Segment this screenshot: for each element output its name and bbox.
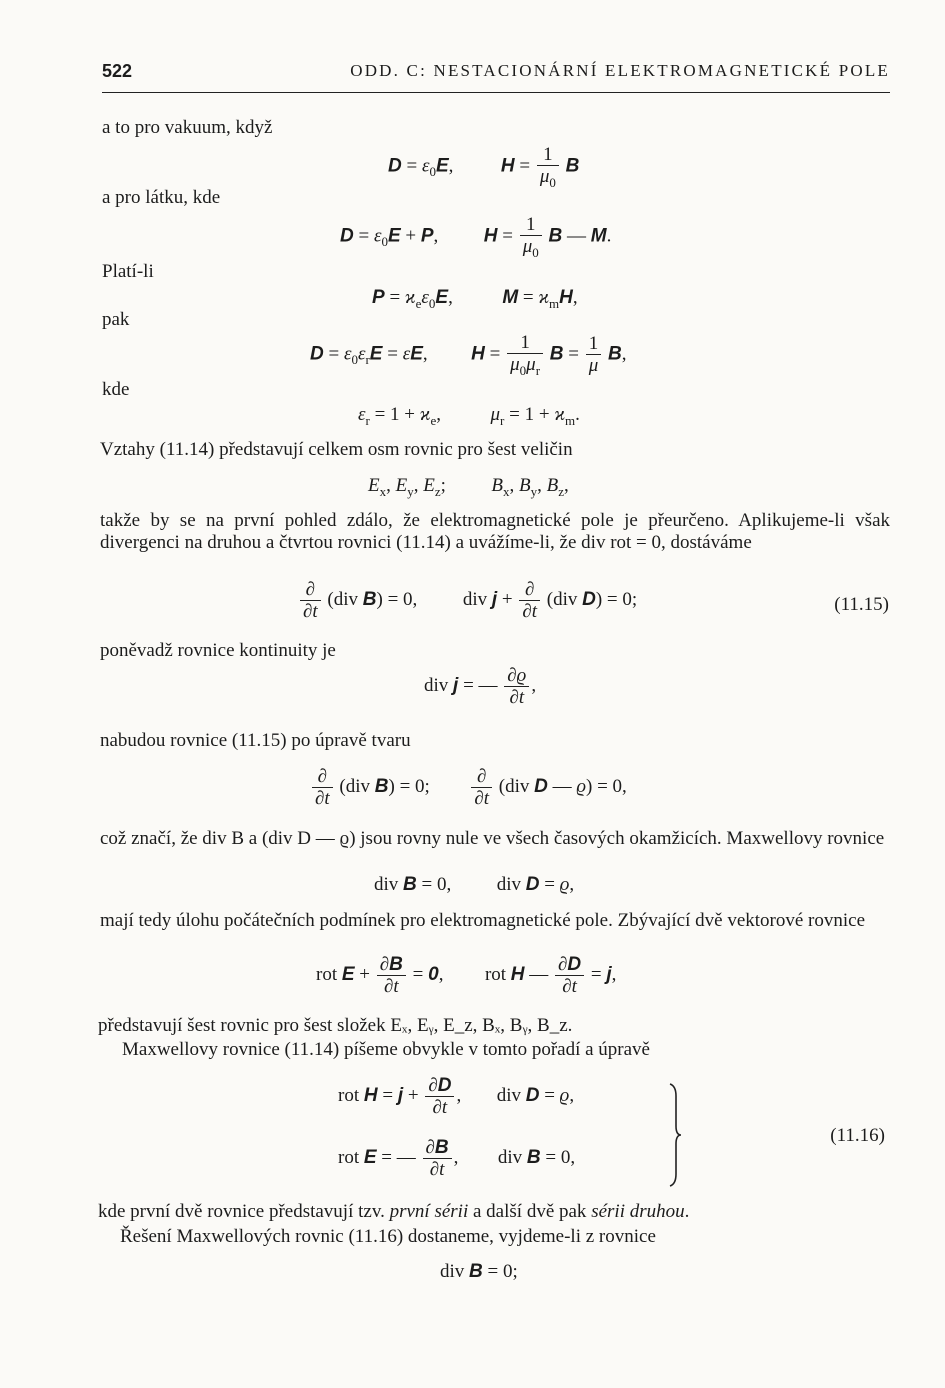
equation-vacuum: $D = \varepsilon_0E$, H = $\frac{1}{\mu_0}$ B <box>388 144 580 190</box>
equation-first-series: rot H = j + $\frac{\partial D}{\partial t}$ , div D = ϱ, <box>338 1075 575 1118</box>
page-number: 522 <box>102 61 133 81</box>
equation-components: $E_x$, $E_y$, $E_z$; $B_x$, $B_y$, $B_z$, <box>368 475 569 499</box>
page-header <box>102 62 890 93</box>
text-predstavuji: představují šest rovnic pro šest složek Eₓ, Eᵧ, E_z, Bₓ, Bᵧ, B_z. <box>98 1015 573 1036</box>
equation-div-conditions: div B = 0, div D = ϱ, <box>374 874 575 895</box>
text-kde-prvni: kde první dvě rovnice představují tzv. první sérii a další dvě pak sérii druhou. <box>98 1201 690 1222</box>
paragraph-maji: mají tedy úlohu počátečních podmínek pro elektromagnetické pole. Zbývající dvě vektorové rovnice <box>100 910 866 931</box>
text-maxwellovy: Maxwellovy rovnice (11.14) píšeme obvykle v tomto pořadí a úpravě <box>122 1039 650 1060</box>
text-nabudou: nabudou rovnice (11.15) po úpravě tvaru <box>100 730 411 751</box>
paragraph-takze: takže by se na první pohled zdálo, že elektromagnetické pole je přeurčeno. Aplikujeme-li však divergenci na druhou a čtvrtou rovnici (11.14) a uvážíme-li, že div rot = 0, dostáváme <box>100 510 890 553</box>
text-reseni: Řešení Maxwellových rovnic (11.16) dostaneme, vyjdeme-li z rovnice <box>120 1226 656 1247</box>
equation-second-series: rot E = — $\frac{\partial B}{\partial t}$ , div B = 0, <box>338 1137 576 1180</box>
running-title: ODD. C: NESTACIONÁRNÍ ELEKTROMAGNETICKÉ POLE <box>350 61 890 80</box>
equation-number-1115: (11.15) <box>834 594 889 615</box>
text-ponevadz: poněvadž rovnice kontinuity je <box>100 640 336 661</box>
paragraph-coz: což značí, že div B a (div D — ϱ) jsou rovny nule ve všech časových okamžicích. Maxwellovy rovnice <box>100 828 885 849</box>
equation-relative: $\varepsilon_r = 1 + ϰ_e$, $\mu_r = 1 + ϰ_m$. <box>358 404 580 428</box>
equation-constitutive: $D = \varepsilon_0\varepsilon_rE = \varepsilon E$, H = $\frac{1}{\mu_0\mu_r}$ B = $\frac{1}{\mu}$ B, <box>310 332 627 378</box>
equation-number-1116: (11.16) <box>830 1125 885 1146</box>
text-kde: kde <box>102 379 130 400</box>
text-vztahy: Vztahy (11.14) představují celkem osm rovnic pro šest veličin <box>100 439 573 460</box>
equation-continuity: div j = — $\frac{\partial ϱ}{\partial t}$ , <box>424 665 537 708</box>
text-pak: pak <box>102 309 130 330</box>
text-latku: a pro látku, kde <box>102 187 221 208</box>
text-vakuum: a to pro vakuum, když <box>102 117 273 138</box>
equation-divergence-time: ∂ ∂t (div B) = 0, div j + ∂ ∂t (div D) = 0; <box>298 580 637 621</box>
equation-rot: rot E + $\frac{\partial B}{\partial t}$ = 0, rot H — $\frac{\partial D}{\partial t}$ = j, <box>316 954 617 997</box>
equation-brace <box>668 1082 682 1188</box>
text-plati: Platí-li <box>102 261 154 282</box>
equation-polarization: $P = ϰ_e\varepsilon_0E$, $M = ϰ_mH$, <box>372 287 578 311</box>
equation-modified: ∂ ∂t (div B) = 0; ∂ ∂t (div D — ϱ) = 0, <box>310 767 627 808</box>
equation-div-b: div B = 0; <box>440 1261 518 1282</box>
equation-matter: $D = \varepsilon_0E + P$, H = $\frac{1}{\mu_0}$ B — M. <box>340 214 612 260</box>
